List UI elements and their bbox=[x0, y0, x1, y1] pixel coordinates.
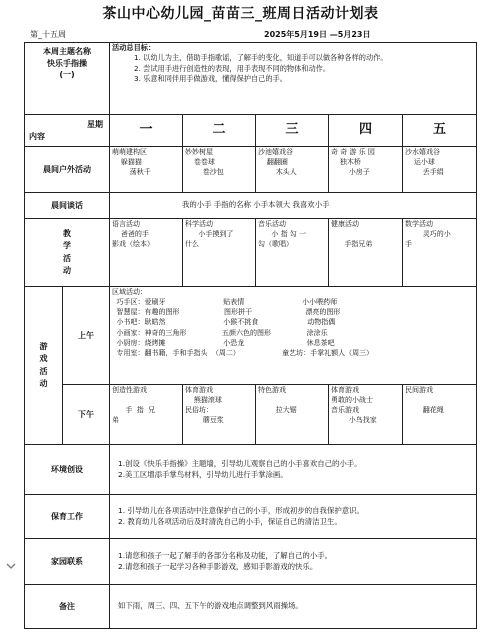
family-label: 家园联系 bbox=[25, 539, 110, 585]
outdoor-cell: 沙水嬉戏谷 运小球 丢手绢 bbox=[403, 147, 477, 193]
environment-label: 环境创设 bbox=[25, 445, 110, 495]
teaching-row bbox=[25, 219, 477, 287]
theme-name: 快乐手指操 bbox=[47, 58, 87, 68]
page-title: 茶山中心幼儿园_苗苗三_班周日活动计划表 bbox=[102, 6, 379, 22]
care-cell bbox=[110, 495, 477, 539]
afternoon-cell: 民间游戏 翻花绳 bbox=[403, 385, 477, 445]
day-wed: 三 bbox=[256, 115, 329, 147]
morning-label: 上午 bbox=[63, 287, 110, 385]
day-tue: 二 bbox=[183, 115, 256, 147]
notes-label: 备注 bbox=[25, 585, 110, 629]
outdoor-cell: 沙池嬉戏谷 翻翻圈 木头人 bbox=[256, 147, 329, 193]
games-morning-row bbox=[25, 287, 477, 385]
outdoor-cell: 奇 奇 游 乐 园 独木桥 小房子 bbox=[329, 147, 403, 193]
date-range: 2025年5月19日 —5月23日 bbox=[264, 30, 371, 39]
environment-item: 1.创设《快乐手指操》主题墙，引导幼儿观察自己的小手喜欢自己的小手。 bbox=[118, 458, 362, 468]
care-item: 1. 引导幼儿在各项活动中注意保护自己的小手，形成初步的自我保护意识。 bbox=[118, 505, 364, 515]
talk-row bbox=[25, 193, 477, 219]
goal-item: 2. 尝试用手进行创造性的表现，用手表现不同的物体和动作。 bbox=[134, 63, 331, 73]
family-item: 1.请您和孩子一起了解手的各部分名称及功能，了解自己的小手。 bbox=[118, 550, 332, 560]
afternoon-label: 下午 bbox=[63, 385, 110, 445]
teaching-cell: 科学活动 小手摸到了 什么 bbox=[183, 219, 256, 287]
theme-num: (一) bbox=[59, 70, 75, 80]
day-fri: 五 bbox=[403, 115, 477, 147]
environment-item: 2.美工区增添手掌鸟材料，引导幼儿进行手掌涂画。 bbox=[118, 469, 288, 479]
family-item: 2.请您和孩子一起学习各种手影游戏，感知手影游戏的快乐。 bbox=[118, 561, 318, 571]
goals-row bbox=[25, 43, 477, 115]
care-row bbox=[25, 495, 477, 539]
care-item: 2. 教育幼儿各项活动后及时清洗自己的小手，保证自己的清洁卫生。 bbox=[118, 516, 342, 526]
teaching-cell: 数学活动 灵巧的小 手 bbox=[403, 219, 477, 287]
games-label: 游戏活动 bbox=[25, 287, 63, 445]
region-activities: 区域活动： 巧手区：爱刷牙 贴表情 小小喂药师 智慧屋：有趣的图形 图形拼干 漂亮的图形 小书吧：耿皓然 小猴不挑食 动物指偶 小画家：神奇的三角形 五颜六色的图形 涂涂乐 小厨房：烧烤摊 小恐龙 休息茶吧 专用室：翻书籍，手和手指头 （周二） 童艺坊：手掌礼额人（周三） bbox=[110, 287, 477, 385]
environment-row bbox=[25, 445, 477, 495]
theme-label: 本周主题名称 bbox=[43, 47, 91, 56]
family-cell bbox=[110, 539, 477, 585]
teaching-label: 教学活动 bbox=[25, 219, 110, 287]
day-header-row bbox=[25, 115, 477, 147]
theme-cell bbox=[25, 43, 110, 115]
environment-cell bbox=[110, 445, 477, 495]
day-mon: 一 bbox=[110, 115, 183, 147]
afternoon-cell: 创造性游戏 手 指 兄 弟 bbox=[110, 385, 183, 445]
afternoon-cell: 体育游戏 熊猫滚球 民俗坊： 蘑豆浆 bbox=[183, 385, 256, 445]
week-label: 第_十五周 bbox=[30, 30, 66, 39]
goal-item: 3. 乐意和同伴用手做游戏，懂得保护自己的手。 bbox=[134, 74, 287, 84]
outdoor-cell: 妙妙树屋 卷卷球 卷沙包 bbox=[183, 147, 256, 193]
teaching-cell: 语言活动 爸爸的手 影戏（绘本） bbox=[110, 219, 183, 287]
week-header-label: 星期 bbox=[87, 119, 103, 129]
plan-table bbox=[24, 42, 477, 629]
teaching-cell: 健康活动 手指兄弟 bbox=[329, 219, 403, 287]
afternoon-cell: 体育游戏 勇敢的小战士 音乐游戏 小鸟找家 bbox=[329, 385, 403, 445]
outdoor-label: 晨间户外活动 bbox=[25, 147, 110, 193]
outdoor-cell: 萌萌建构区 躲猫猫 荡秋千 bbox=[110, 147, 183, 193]
week-content-header bbox=[25, 115, 110, 147]
afternoon-cell: 特色游戏 拉大锯 bbox=[256, 385, 329, 445]
outdoor-row bbox=[25, 147, 477, 193]
chevron-down-icon bbox=[6, 562, 16, 573]
games-afternoon-row bbox=[25, 385, 477, 445]
scroll-down-button[interactable] bbox=[2, 556, 20, 578]
talk-label: 晨间谈话 bbox=[25, 193, 110, 219]
notes-text: 如下雨，周三、四、五下午的游戏地点调整到风雨操场。 bbox=[110, 585, 477, 629]
family-row bbox=[25, 539, 477, 585]
teaching-cell: 音乐活动 小 指 勾 一 勾（歌唱） bbox=[256, 219, 329, 287]
day-thu: 四 bbox=[329, 115, 403, 147]
care-label: 保育工作 bbox=[25, 495, 110, 539]
talk-text: 我的小手 手指的名称 小手本领大 我喜欢小手 bbox=[110, 193, 477, 219]
notes-row bbox=[25, 585, 477, 629]
content-header-label: 内容 bbox=[29, 131, 45, 141]
goal-item: 1. 以幼儿为主，借助手指歌谣，了解手的变化，知道手可以做各种各样的动作。 bbox=[134, 53, 388, 63]
goals-cell bbox=[110, 43, 477, 115]
goals-title: 活动总目标： bbox=[112, 43, 156, 52]
